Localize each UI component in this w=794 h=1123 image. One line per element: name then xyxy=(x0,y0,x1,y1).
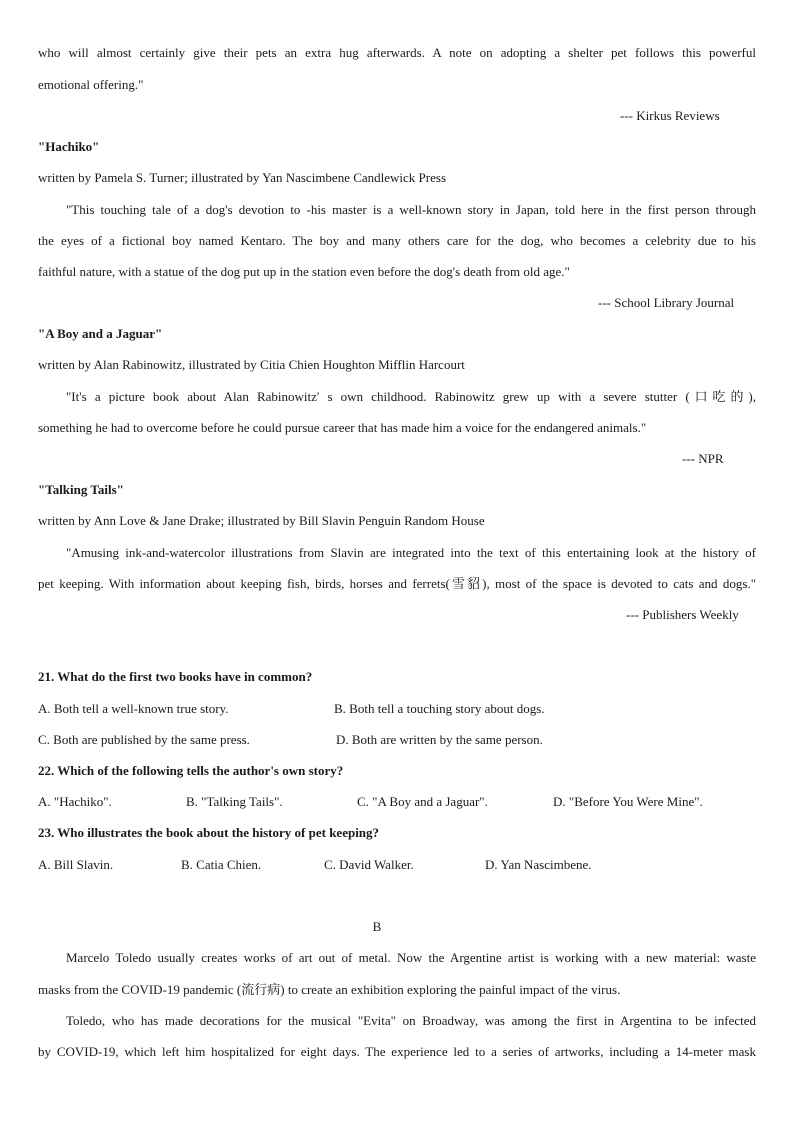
review-text-line: faithful nature, with a statue of the dog put up in the station even before the dog's death from old age." xyxy=(38,264,570,279)
answer-option: C. "A Boy and a Jaguar". xyxy=(357,794,488,809)
review-text-line: pet keeping. With information about keeping fish, birds, horses and ferrets(雪貂), most of the space is devoted to cats and dogs." xyxy=(38,576,756,591)
review-source: --- Publishers Weekly xyxy=(626,607,739,622)
review-source: --- Kirkus Reviews xyxy=(620,108,720,123)
book-byline: written by Alan Rabinowitz, illustrated by Citia Chien Houghton Mifflin Harcourt xyxy=(38,357,465,372)
review-text-line: something he had to overcome before he could pursue career that has made him a voice for the endangered animals." xyxy=(38,420,647,435)
answer-option: B. Catia Chien. xyxy=(181,857,262,872)
book-byline: written by Pamela S. Turner; illustrated by Yan Nascimbene Candlewick Press xyxy=(38,170,447,185)
book-title: "Hachiko" xyxy=(38,139,100,154)
question-stem: 22. Which of the following tells the author's own story? xyxy=(38,763,344,778)
answer-option: C. David Walker. xyxy=(324,857,414,872)
answer-option: D. "Before You Were Mine". xyxy=(553,794,703,809)
book-title: "A Boy and a Jaguar" xyxy=(38,326,163,341)
answer-option: D. Yan Nascimbene. xyxy=(485,857,592,872)
paragraph-line: by COVID-19, which left him hospitalized for eight days. The experience led to a series of artworks, including a 14-meter mask xyxy=(38,1044,756,1059)
question-stem: 23. Who illustrates the book about the history of pet keeping? xyxy=(38,825,380,840)
review-text-line: emotional offering." xyxy=(38,77,144,92)
answer-option: B. "Talking Tails". xyxy=(186,794,283,809)
answer-option: A. "Hachiko". xyxy=(38,794,112,809)
review-text-line: "It's a picture book about Alan Rabinowitz' s own childhood. Rabinowitz grew up with a severe stutter (口吃的), xyxy=(66,389,756,404)
answer-option: A. Both tell a well-known true story. xyxy=(38,701,229,716)
review-source: --- School Library Journal xyxy=(598,295,735,310)
review-source: --- NPR xyxy=(682,451,724,466)
paragraph-line: Toledo, who has made decorations for the musical "Evita" on Broadway, was among the first in Argentina to be infected xyxy=(66,1013,756,1028)
review-text-line: "This touching tale of a dog's devotion to -his master is a well-known story in Japan, told here in the first person through xyxy=(66,202,756,217)
question-stem: 21. What do the first two books have in common? xyxy=(38,669,313,684)
paragraph-line: Marcelo Toledo usually creates works of art out of metal. Now the Argentine artist is working with a new material: waste xyxy=(66,950,756,965)
answer-option: C. Both are published by the same press. xyxy=(38,732,250,747)
review-text-line: the eyes of a fictional boy named Kentaro. The boy and many others care for the dog, who becomes a celebrity due to his xyxy=(38,233,756,248)
section-heading: B xyxy=(372,919,382,934)
review-text-line: who will almost certainly give their pets an extra hug afterwards. A note on adopting a shelter pet follows this powerful xyxy=(38,45,756,60)
answer-option: D. Both are written by the same person. xyxy=(336,732,543,747)
answer-option: A. Bill Slavin. xyxy=(38,857,114,872)
review-text-line: "Amusing ink-and-watercolor illustrations from Slavin are integrated into the text of this entertaining look at the history of xyxy=(66,545,756,560)
book-byline: written by Ann Love & Jane Drake; illustrated by Bill Slavin Penguin Random House xyxy=(38,513,485,528)
book-title: "Talking Tails" xyxy=(38,482,124,497)
paragraph-line: masks from the COVID-19 pandemic (流行病) to create an exhibition exploring the painful impact of the virus. xyxy=(38,982,621,997)
answer-option: B. Both tell a touching story about dogs. xyxy=(334,701,545,716)
